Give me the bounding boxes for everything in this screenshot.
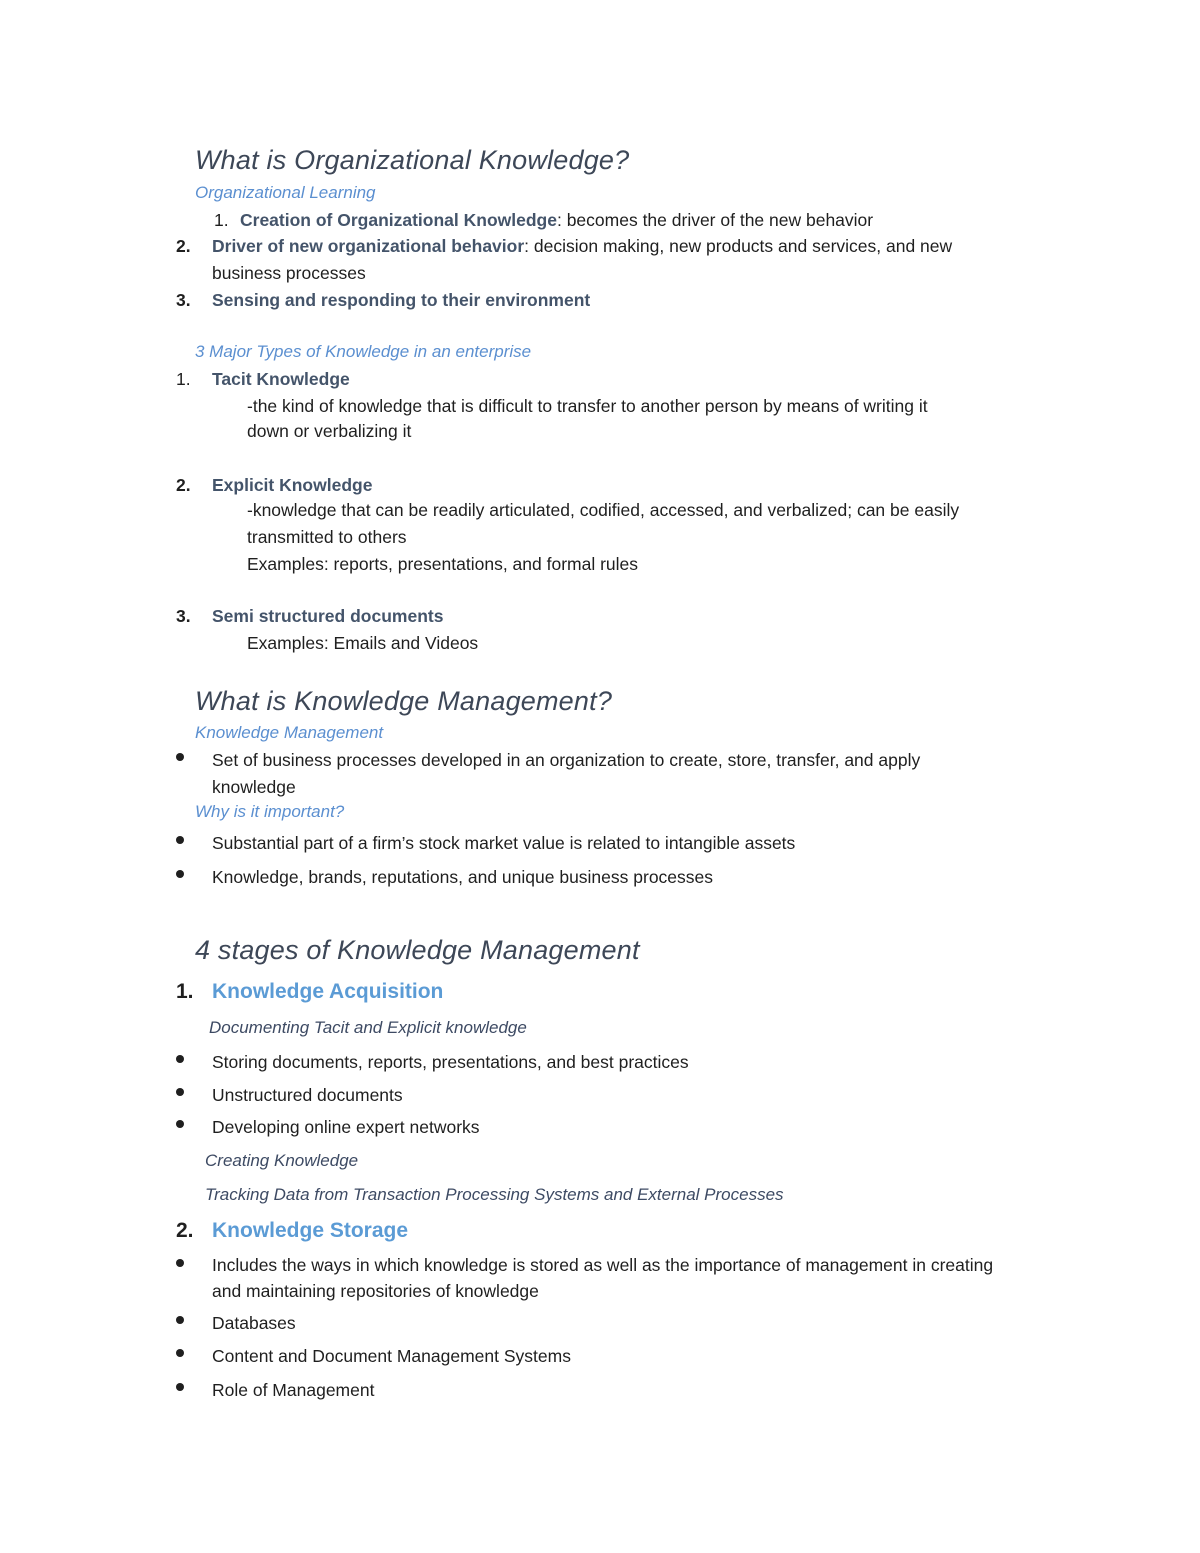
bullet-text: Developing online expert networks [212,1117,480,1137]
list-item [240,210,873,231]
stage-title-storage: Knowledge Storage [212,1219,409,1242]
bullet-icon [176,1349,184,1357]
bullet-text: Unstructured documents [212,1085,403,1105]
bullet-text: Role of Management [212,1380,375,1400]
stage-subtitle: Tracking Data from Transaction Processing Systems and External Processes [205,1185,784,1204]
bullet-text-continuation: and maintaining repositories of knowledge [212,1281,539,1301]
section-title-knowledge-management: What is Knowledge Management? [195,686,613,716]
bullet-text-continuation: knowledge [212,777,296,797]
subtitle-major-types: 3 Major Types of Knowledge in an enterprise [195,342,532,361]
type-title-explicit: Explicit Knowledge [212,475,373,495]
stage-number: 2. [176,1219,194,1242]
bullet-text: Content and Document Management Systems [212,1346,571,1366]
list-item [212,236,952,257]
list-number: 2. [176,475,191,495]
bullet-icon [176,1055,184,1063]
list-item-title: Sensing and responding to their environment [212,290,591,310]
subtitle-why-important: Why is it important? [195,802,345,821]
type-title-tacit: Tacit Knowledge [212,369,350,389]
stage-number: 1. [176,980,194,1003]
bullet-icon [176,1316,184,1324]
subtitle-organizational-learning: Organizational Learning [195,183,376,202]
bullet-icon [176,1259,184,1267]
bullet-icon [176,1120,184,1128]
list-item-text: : decision making, new products and services, and new [524,236,953,256]
stage-subtitle: Documenting Tacit and Explicit knowledge [209,1018,527,1037]
bullet-icon [176,870,184,878]
type-description: -the kind of knowledge that is difficult to transfer to another person by means of writing it [247,396,928,416]
type-description: down or verbalizing it [247,421,412,441]
bullet-icon [176,1088,184,1096]
type-description: -knowledge that can be readily articulated, codified, accessed, and verbalized; can be easily [247,500,960,520]
stage-title-acquisition: Knowledge Acquisition [212,980,444,1003]
list-number: 2. [176,236,191,256]
list-item-continuation: business processes [212,263,366,283]
subtitle-knowledge-management: Knowledge Management [195,723,384,742]
bullet-text: Storing documents, reports, presentations, and best practices [212,1052,689,1072]
bullet-text: Includes the ways in which knowledge is stored as well as the importance of management in creating [212,1255,994,1275]
bullet-text: Knowledge, brands, reputations, and unique business processes [212,867,714,887]
list-item-text: : becomes the driver of the new behavior [556,210,874,230]
bullet-text: Set of business processes developed in an organization to create, store, transfer, and apply [212,750,921,770]
type-title-semi-structured: Semi structured documents [212,606,444,626]
section-title-four-stages: 4 stages of Knowledge Management [195,935,640,965]
bullet-text: Substantial part of a firm’s stock market value is related to intangible assets [212,833,796,853]
bullet-icon [176,836,184,844]
type-examples: Examples: reports, presentations, and formal rules [247,554,639,574]
list-item-title: Driver of new organizational behavior [212,236,525,256]
section-title-organizational-knowledge: What is Organizational Knowledge? [195,145,630,175]
type-description: transmitted to others [247,527,407,547]
list-number: 3. [176,606,191,626]
type-examples: Examples: Emails and Videos [247,633,479,653]
list-number: 1. [214,210,229,230]
list-number: 3. [176,290,191,310]
list-number: 1. [176,369,191,389]
list-item-title: Creation of Organizational Knowledge [240,210,557,230]
bullet-text: Databases [212,1313,296,1333]
bullet-icon [176,753,184,761]
stage-subtitle: Creating Knowledge [205,1151,359,1170]
bullet-icon [176,1383,184,1391]
